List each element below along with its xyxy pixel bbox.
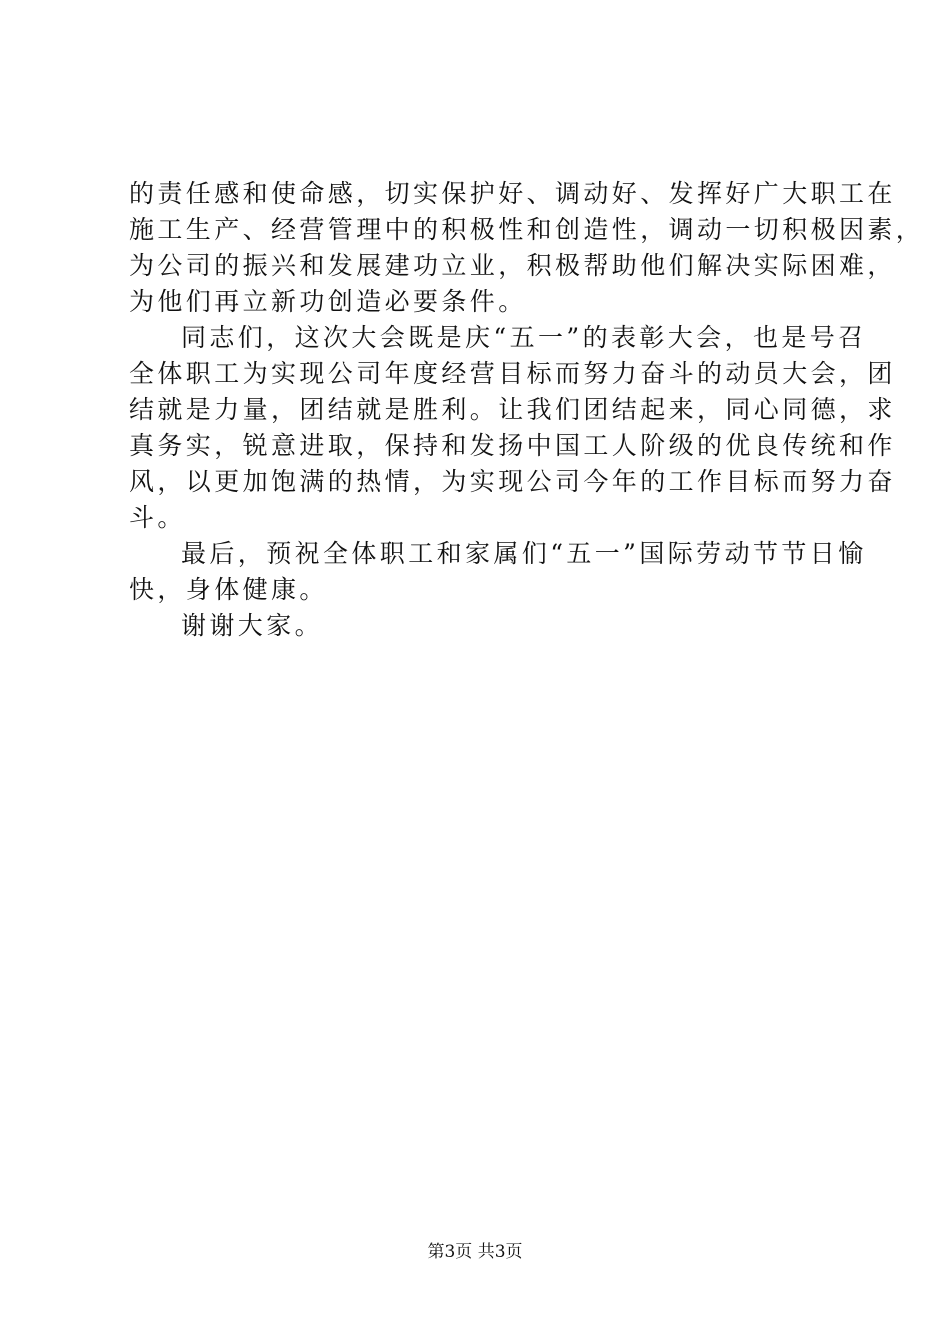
text-line: 为他们再立新功创造必要条件。 (129, 287, 527, 316)
text-line: 快，身体健康。 (129, 575, 328, 604)
text-line: 的责任感和使命感，切实保护好、调动好、发挥好广大职工在 (129, 179, 896, 208)
paragraph-1 (129, 176, 925, 320)
paragraph-2 (129, 320, 896, 536)
text-line: 全体职工为实现公司年度经营目标而努力奋斗的动员大会，团 (129, 359, 896, 388)
text-line: 谢谢大家。 (181, 611, 324, 640)
page-number-footer: 第3页 共3页 (427, 1242, 523, 1262)
text-line: 风，以更加饱满的热情，为实现公司今年的工作目标而努力奋 (129, 467, 896, 496)
text-line: 为公司的振兴和发展建功立业，积极帮助他们解决实际困难， (129, 251, 896, 280)
text-line: 同志们，这次大会既是庆“五一”的表彰大会，也是号召 (181, 323, 867, 352)
text-line: 斗。 (129, 503, 186, 532)
paragraph-3 (129, 536, 867, 608)
document-body (129, 176, 925, 644)
text-line: 结就是力量，团结就是胜利。让我们团结起来，同心同德，求 (129, 395, 896, 424)
paragraph-4 (129, 608, 839, 644)
text-line: 施工生产、经营管理中的积极性和创造性，调动一切积极因素， (129, 215, 925, 244)
text-line: 真务实，锐意进取，保持和发扬中国工人阶级的优良传统和作 (129, 431, 896, 460)
text-line: 最后，预祝全体职工和家属们“五一”国际劳动节节日愉 (181, 539, 867, 568)
